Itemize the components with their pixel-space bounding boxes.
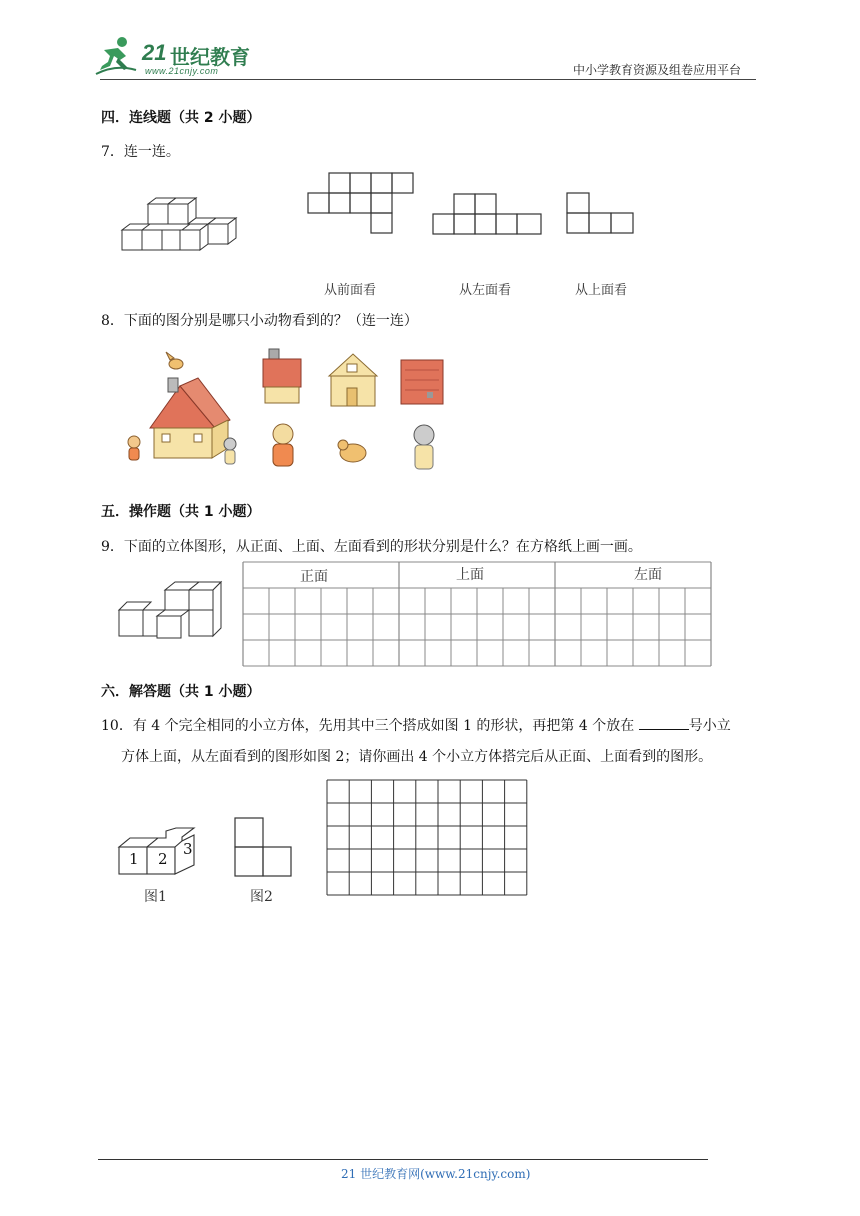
header [0,0,860,90]
mouse-left-icon [128,436,140,460]
q10-grid-paper [326,779,528,897]
q8-view-roof-top [399,358,445,406]
fig1-label-2: 2 [158,850,168,868]
mouse-icon [263,422,303,474]
question-10-line2: 方体上面，从左面看到的图形如图 2；请你画出 4 个小立方体搭完后从正面、上面看到的图形。 [121,749,713,765]
question-8: 8．下面的图分别是哪只小动物看到的？（连一连） [101,313,418,329]
q8-house-scene [120,348,250,473]
section-title-4: 四．连线题（共 2 小题） [101,110,261,126]
q8-view-house-front [327,352,379,408]
grid-header-top: 上面 [456,567,484,583]
answer-blank[interactable] [639,715,689,730]
fig1-label-1: 1 [129,850,139,868]
footer-text: 21 世纪教育网(www.21cnjy.com) [341,1167,531,1181]
cat-icon [407,423,441,473]
bird-icon [335,433,369,467]
fig2-caption: 图2 [250,889,273,905]
q7-top-view [566,192,638,234]
q10-figure-2 [234,817,294,877]
section-title-6: 六．解答题（共 1 小题） [101,684,261,700]
caption-top: 从上面看 [575,283,628,298]
q8-view-roof-chimney [261,347,303,407]
question-10-line1 [101,715,731,735]
q7-left-view [432,193,544,235]
platform-title: 中小学教育资源及组卷应用平台 [573,63,742,77]
q7-front-view [307,172,419,234]
q9-cube-figure [117,580,227,640]
fig1-caption: 图1 [144,889,167,905]
q7-cube-figure [120,196,240,256]
logo-url: www.21cnjy.com [145,66,219,76]
question-10-text-a: 10．有 4 个完全相同的小立方体，先用其中三个搭成如图 1 的形状，再把第 4 个放在 [101,718,635,734]
grid-header-left: 左面 [634,567,662,583]
grid-header-front: 正面 [300,569,328,585]
header-rule [100,79,756,80]
runner-logo-icon [96,36,136,76]
bird-icon [166,352,183,369]
caption-left: 从左面看 [459,283,512,298]
caption-front: 从前面看 [324,283,377,298]
logo-number: 21 [142,40,167,65]
question-7: 7．连一连。 [101,144,180,160]
footer-rule [98,1159,708,1160]
section-title-5: 五．操作题（共 1 小题） [101,504,261,520]
cat-right-icon [224,438,236,464]
question-10-text-b: 号小立 [688,718,731,734]
logo-text: 世纪教育 [170,45,250,69]
question-9: 9．下面的立体图形，从正面、上面、左面看到的形状分别是什么？在方格纸上画一画。 [101,539,642,555]
fig1-label-3: 3 [183,840,193,858]
